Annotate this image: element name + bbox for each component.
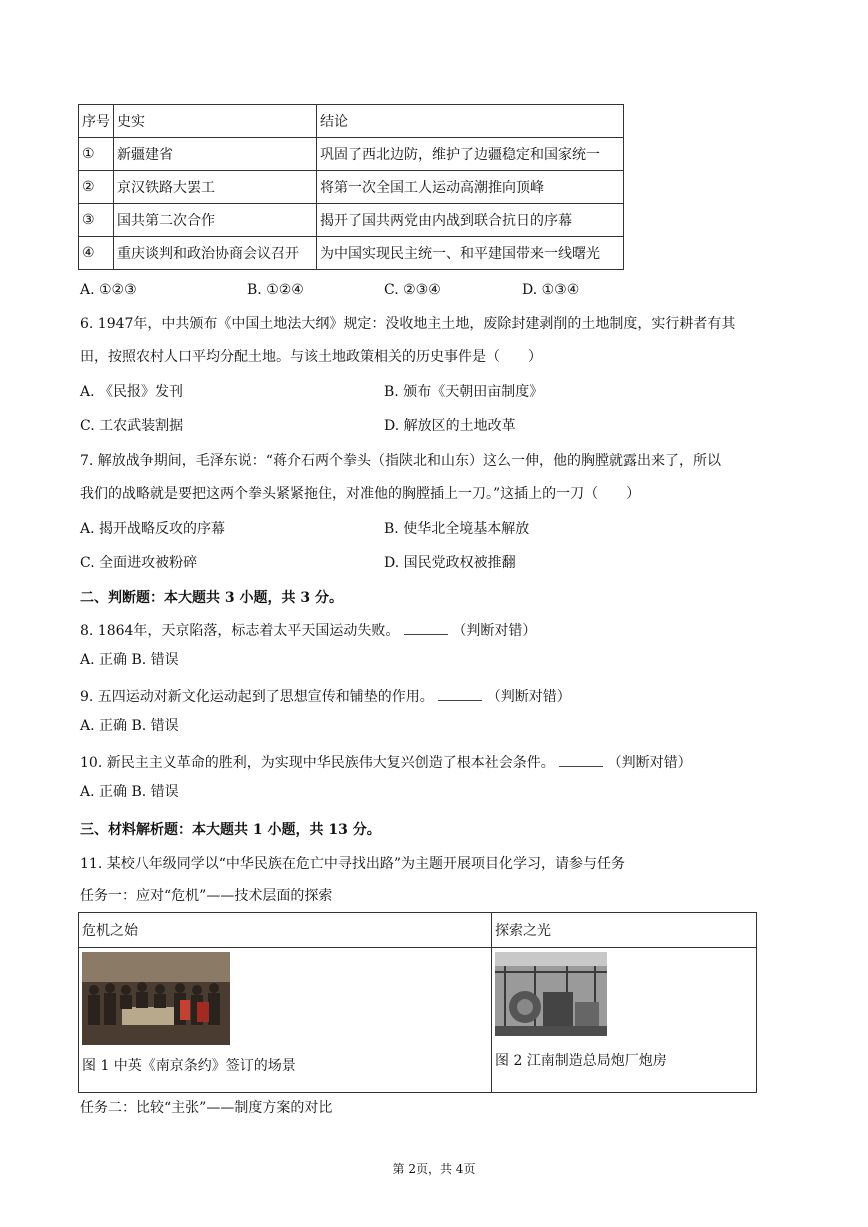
q7-option-c: C. 全面进攻被粉碎 bbox=[80, 555, 198, 571]
header-cell: 史实 bbox=[114, 105, 317, 138]
table-cell: 为中国实现民主统一、和平建国带来一线曙光 bbox=[317, 237, 624, 270]
header-cell: 序号 bbox=[79, 105, 114, 138]
task2-heading: 任务二：比较“主张”——制度方案的对比 bbox=[80, 1100, 333, 1116]
table-header-row bbox=[79, 105, 624, 138]
section-heading-judgment: 二、判断题：本大题共 3 小题，共 3 分。 bbox=[80, 590, 343, 606]
figure1-cell bbox=[79, 948, 492, 1093]
q7-option-d: D. 国民党政权被推翻 bbox=[384, 555, 516, 571]
table-row bbox=[79, 171, 624, 204]
q6-stem-line2: 田，按照农村人口平均分配土地。与该土地政策相关的历史事件是（ ） bbox=[80, 349, 542, 365]
q6-option-a: A. 《民报》发刊 bbox=[80, 384, 184, 400]
q7-stem-line2: 我们的战略就是要把这两个拳头紧紧拖住，对准他的胸膛插上一刀。”这插上的一刀（ ） bbox=[80, 486, 641, 502]
table-cell: 巩固了西北边防，维护了边疆稳定和国家统一 bbox=[317, 138, 624, 171]
q11-stem: 11. 某校八年级同学以“中华民族在危亡中寻找出路”为主题开展项目化学习，请参与任务 bbox=[80, 856, 626, 872]
q9-text: 9. 五四运动对新文化运动起到了思想宣传和铺垫的作用。 bbox=[80, 689, 434, 705]
figure2-caption: 图 2 江南制造总局炮厂炮房 bbox=[495, 1053, 667, 1069]
q6-option-d: D. 解放区的土地改革 bbox=[384, 418, 516, 434]
q8-answer-blank bbox=[404, 622, 448, 635]
table-cell: 京汉铁路大罢工 bbox=[114, 171, 317, 204]
section-heading-material: 三、材料解析题：本大题共 1 小题，共 13 分。 bbox=[80, 822, 381, 838]
q9-answer-blank bbox=[438, 688, 482, 701]
header-cell: 探索之光 bbox=[492, 913, 757, 948]
table-row bbox=[79, 138, 624, 171]
q7-option-b: B. 使华北全境基本解放 bbox=[384, 521, 530, 537]
q5-option-b: B. ①②④ bbox=[247, 282, 304, 298]
q9-options: A. 正确 B. 错误 bbox=[80, 718, 179, 734]
table-row bbox=[79, 204, 624, 237]
q10-options: A. 正确 B. 错误 bbox=[80, 784, 179, 800]
q5-option-c: C. ②③④ bbox=[384, 282, 441, 298]
table-row bbox=[79, 948, 757, 1093]
q10-text: 10. 新民主主义革命的胜利，为实现中华民族伟大复兴创造了根本社会条件。 bbox=[80, 755, 555, 771]
history-facts-table bbox=[78, 104, 624, 270]
table-cell: 新疆建省 bbox=[114, 138, 317, 171]
q8-options: A. 正确 B. 错误 bbox=[80, 652, 179, 668]
table-header-row bbox=[79, 913, 757, 948]
q8-suffix: （判断对错） bbox=[452, 623, 537, 639]
table-cell: ③ bbox=[79, 204, 114, 237]
q5-option-d: D. ①③④ bbox=[522, 282, 580, 298]
table-cell: ④ bbox=[79, 237, 114, 270]
task1-heading: 任务一：应对“危机”——技术层面的探索 bbox=[80, 888, 333, 904]
table-row bbox=[79, 237, 624, 270]
table-cell: 国共第二次合作 bbox=[114, 204, 317, 237]
table-cell: ② bbox=[79, 171, 114, 204]
jiangnan-arsenal-photo bbox=[495, 952, 607, 1036]
q8-stem bbox=[80, 622, 536, 640]
page-number-footer: 第 2页，共 4页 bbox=[392, 1162, 476, 1176]
nanjing-treaty-signing-photo bbox=[82, 952, 230, 1045]
figure2-cell bbox=[492, 948, 757, 1093]
q8-text: 8. 1864年，天京陷落，标志着太平天国运动失败。 bbox=[80, 623, 400, 639]
q6-stem-line1: 6. 1947年，中共颁布《中国土地法大纲》规定：没收地主土地，废除封建剥削的土地制度，实行耕者有其 bbox=[80, 316, 736, 332]
header-cell: 危机之始 bbox=[79, 913, 492, 948]
header-cell: 结论 bbox=[317, 105, 624, 138]
q10-answer-blank bbox=[559, 754, 603, 767]
task1-table bbox=[78, 912, 757, 1093]
table-cell: ① bbox=[79, 138, 114, 171]
q6-option-c: C. 工农武装割据 bbox=[80, 418, 184, 434]
figure1-caption: 图 1 中英《南京条约》签订的场景 bbox=[82, 1058, 296, 1074]
table-cell: 揭开了国共两党由内战到联合抗日的序幕 bbox=[317, 204, 624, 237]
table-cell: 将第一次全国工人运动高潮推向顶峰 bbox=[317, 171, 624, 204]
q10-stem bbox=[80, 754, 692, 772]
q9-stem bbox=[80, 688, 571, 706]
q5-option-a: A. ①②③ bbox=[80, 282, 137, 298]
q10-suffix: （判断对错） bbox=[607, 755, 692, 771]
q6-option-b: B. 颁布《天朝田亩制度》 bbox=[384, 384, 544, 400]
q7-stem-line1: 7. 解放战争期间，毛泽东说：“蒋介石两个拳头（指陕北和山东）这么一伸，他的胸膛就露出来了，所以 bbox=[80, 453, 721, 469]
q7-option-a: A. 揭开战略反攻的序幕 bbox=[80, 521, 226, 537]
table-cell: 重庆谈判和政治协商会议召开 bbox=[114, 237, 317, 270]
q9-suffix: （判断对错） bbox=[486, 689, 571, 705]
